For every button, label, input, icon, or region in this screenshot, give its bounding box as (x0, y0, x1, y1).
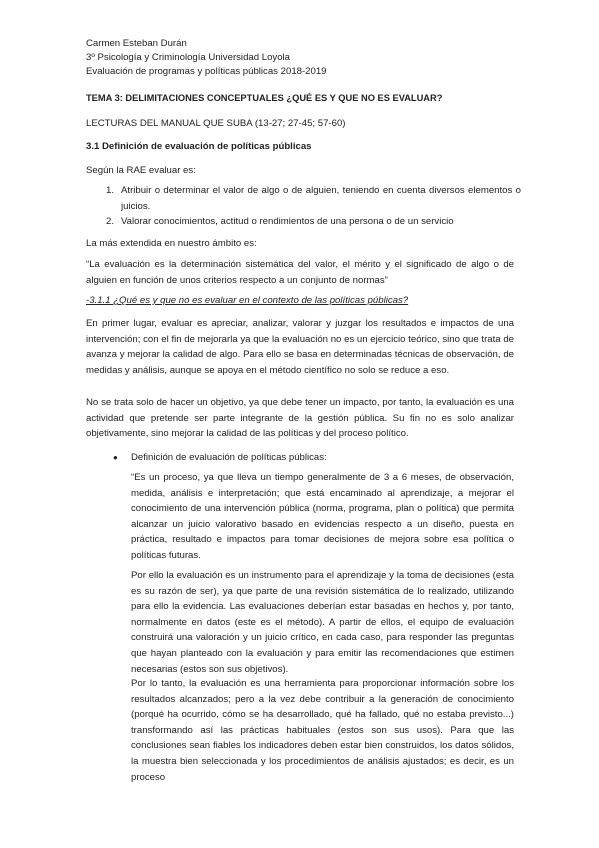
paragraph-4: Por lo tanto, la evaluación es una herramienta para proporcionar información sobre los resultados alcanzados; pero a la vez debe contribuir a la generación de conocimiento (porqué ha ocurrido, cómo se ha desarrollado, qué ha fallado, qué no estaba previsto...) transformando así las prácticas habituales (estos son sus usos). Para que las conclusiones sean fiables los indicadores deben estar bien construidos, los datos sólidos, la muestra bien seleccionada y los procedimientos de análisis ajustados; es decir, es un proceso (131, 678, 514, 783)
subsection-title: -3.1.1 ¿Qué es y que no es evaluar en el contexto de las políticas públicas? (86, 295, 409, 306)
paragraph-2: No se trata solo de hacer un objetivo, ya que debe tener un impacto, por tanto, la evaluación es una actividad que pretende ser parte integrante de la gestión pública. Su fin no es solo analizar objetivamente, sino mejorar la calidad de las políticas y del proceso político. (86, 397, 514, 440)
list-item: Atribuir o determinar el valor de algo o de alguien, teniendo en cuenta diversos elementos o juicios. (121, 185, 521, 212)
paragraph-3: Por ello la evaluación es un instrumento para el aprendizaje y la toma de decisiones (esta es su razón de ser), ya que parte de una revisión sistemática de lo realizado, utilizando para ello la evidencia. Las evaluaciones deberían estar basadas en hechos y, por tanto, normalmente en datos (este es el método). A partir de ellos, el equipo de evaluación construirá una valoración y un juicio crítico, en cada caso, para responder las preguntas que hayan planteado con la evaluación y para emitir las recomendaciones que estimen necesarias (estos son sus objetivos). (131, 570, 514, 675)
subject-name: Evaluación de programas y políticas públicas 2018-2019 (86, 66, 327, 77)
list-item: Valorar conocimientos, actitud o rendimientos de una persona o de un servicio (121, 216, 454, 227)
rae-intro: Según la RAE evaluar es: (86, 165, 196, 176)
extended-intro: La más extendida en nuestro ámbito es: (86, 238, 257, 249)
paragraph-1: En primer lugar, evaluar es apreciar, analizar, valorar y juzgar los resultados e impactos de una intervención; con el fin de mejorarla ya que la evaluación no es un ejercicio teórico, sino que trata de avanza y mejorar la calidad de algo. Para ello se basa en determinadas técnicas de observación, de medidas y análisis, aunque se apoya en el método científico no solo se reduce a eso. (86, 318, 514, 376)
readings-note: LECTURAS DEL MANUAL QUE SUBA (13-27; 27-45; 57-60) (86, 118, 346, 129)
definition-quote: “Es un proceso, ya que lleva un tiempo generalmente de 3 a 6 meses, de observación, medida, análisis e interpretación; que está encaminado al aprendizaje, a mejorar el conocimiento de una intervención pública (norma, programa, plan o política) que permita alcanzar un juicio valorativo basado en evidencias respecto a un diseño, puesta en práctica, resultado e impactos para tomar decisiones de mejora sobre esa política o políticas futuras. (131, 472, 514, 561)
bullet-label: Definición de evaluación de políticas públicas: (131, 452, 327, 463)
course-name: 3º Psicología y Criminología Universidad Loyola (86, 52, 291, 63)
topic-title: TEMA 3: DELIMITACIONES CONCEPTUALES ¿QUÉ ES Y QUE NO ES EVALUAR? (86, 93, 443, 103)
bullet-icon: ● (113, 453, 118, 462)
list-marker: 2. (106, 216, 115, 227)
extended-definition-quote: “La evaluación es la determinación sistemática del valor, el mérito y el significado de algo o de alguien en función de unos criterios respecto a un conjunto de normas” (86, 259, 514, 286)
author-name: Carmen Esteban Durán (86, 38, 187, 49)
section-title: 3.1 Definición de evaluación de políticas públicas (86, 141, 312, 152)
list-marker: 1. (106, 185, 115, 196)
